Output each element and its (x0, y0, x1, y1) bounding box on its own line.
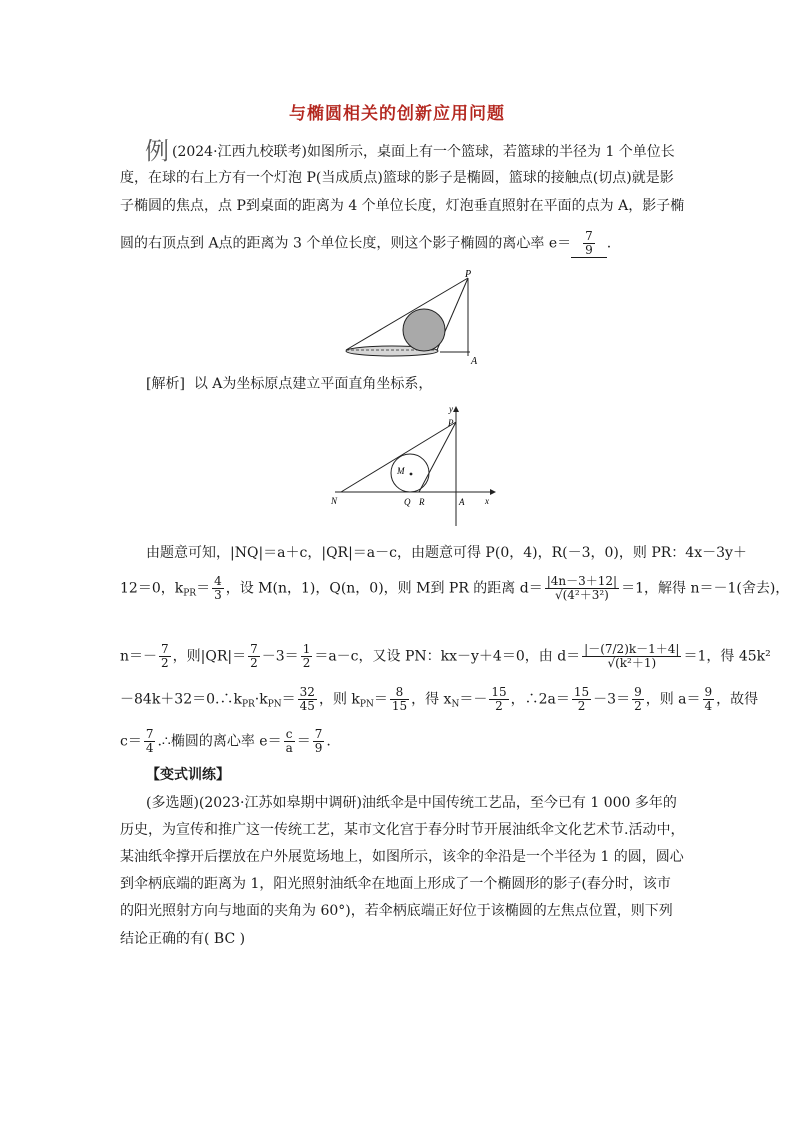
label-p2: P (448, 418, 454, 428)
basketball-figure (340, 268, 490, 368)
line-pr (419, 422, 456, 492)
label-y: y (449, 404, 453, 414)
variant-line-3: 某油纸伞撑开后摆放在户外展览场地上，如图所示，该伞的伞沿是一个半径为 1 的圆，圆心 (120, 849, 684, 865)
example-line-2: 度，在球的右上方有一个灯泡 P(当成质点)篮球的影子是椭圆，篮球的接触点(切点)就是影 (120, 170, 674, 186)
label-p: P (465, 269, 472, 280)
solution-line-1: 由题意可知，|NQ|＝a＋c，|QR|＝a－c，由题意可得 P(0，4)，R(－3，0)，则 PR：4x－3y＋ (146, 545, 747, 561)
variant-line-2: 历史，为宣传和推广这一传统工艺，某市文化宫于春分时节开展油纸伞文化艺术节.活动中， (120, 822, 685, 838)
center-m (410, 473, 413, 476)
page-title: 与椭圆相关的创新应用问题 (289, 104, 505, 124)
label-x: x (485, 496, 489, 506)
line-pn (341, 422, 456, 492)
label-a2: A (459, 497, 465, 507)
example-line-1: (2024·江西九校联考)如图所示，桌面上有一个篮球，若篮球的半径为 1 个单位长 (172, 144, 675, 160)
coordinate-figure (325, 402, 500, 530)
example-mark: 例 (145, 137, 169, 165)
label-n: N (331, 496, 338, 506)
label-r: R (419, 497, 425, 507)
variant-line-6: 结论正确的有( BC ) (120, 931, 246, 947)
solution-line-4: $-84k+32=0.\therefore k_{PR}\cdot k_{PN}=$ $\frac{32}{45}$ ，则 $k_{PN}=$ $\frac{8}{15}$ ，得 $x_N=-$ $\frac{15}{2}$ ，∴2a＝ $\frac{15}{2}$ －3＝ $\frac{9}{2}$ ，则 a＝ $\frac{9}{4}$ ，故得 (120, 685, 759, 713)
y-axis-arrow (453, 406, 459, 412)
answer-blank: $\frac{7}{9}$ (571, 230, 607, 258)
variant-heading: 【变式训练】 (146, 767, 230, 783)
example-line-4: 圆的右顶点到 A点的距离为 3 个单位长度，则这个影子椭圆的离心率 e＝ $\frac{7}{9}$ . (120, 229, 612, 257)
solution-label: [解析] (146, 376, 185, 392)
solution-line-3: n＝－ $\frac{7}{2}$ ，则|QR|＝ $\frac{7}{2}$ －3＝ $\frac{1}{2}$ ＝a－c，又设 PN：kx－y＋4＝0，由 d＝ $\frac{|-(7/2)k-1+4|}{\text{√(k²＋1)}}$ ＝1，得 45k² (120, 642, 771, 670)
variant-line-1: (多选题)(2023·江苏如皋期中调研)油纸伞是中国传统工艺品，至今已有 1 000 多年的 (146, 795, 677, 811)
label-a: A (471, 356, 478, 367)
variant-line-5: 的阳光照射方向与地面的夹角为 60°)，若伞柄底端正好位于该椭圆的左焦点位置，则下列 (120, 903, 673, 919)
example-line-3: 子椭圆的焦点，点 P到桌面的距离为 4 个单位长度，灯泡垂直照射在平面的点为 A，影子椭 (120, 198, 685, 214)
x-axis-arrow (490, 489, 496, 495)
solution-line-2: 12＝0，$k_{PR}=$ $\frac{4}{3}$ ，设 M(n，1)，Q(n，0)，则 M到 PR 的距离 d＝ $\frac{|4n-3+12|}{\text{√(4²＋3²)}}$ ＝1，解得 n＝－1(舍去)， (120, 574, 790, 602)
label-m: M (397, 466, 405, 476)
label-q: Q (404, 497, 411, 507)
solution-intro: [解析] 以 A为坐标原点建立平面直角坐标系， (146, 376, 433, 392)
solution-line-5: c＝ $\frac{7}{4}$ .∴椭圆的离心率 e＝ $\frac{c}{a}$ ＝ $\frac{7}{9}$ . (120, 727, 331, 755)
variant-line-4: 到伞柄底端的距离为 1，阳光照射油纸伞在地面上形成了一个椭圆形的影子(春分时，该市 (120, 876, 671, 892)
basketball (403, 309, 445, 351)
